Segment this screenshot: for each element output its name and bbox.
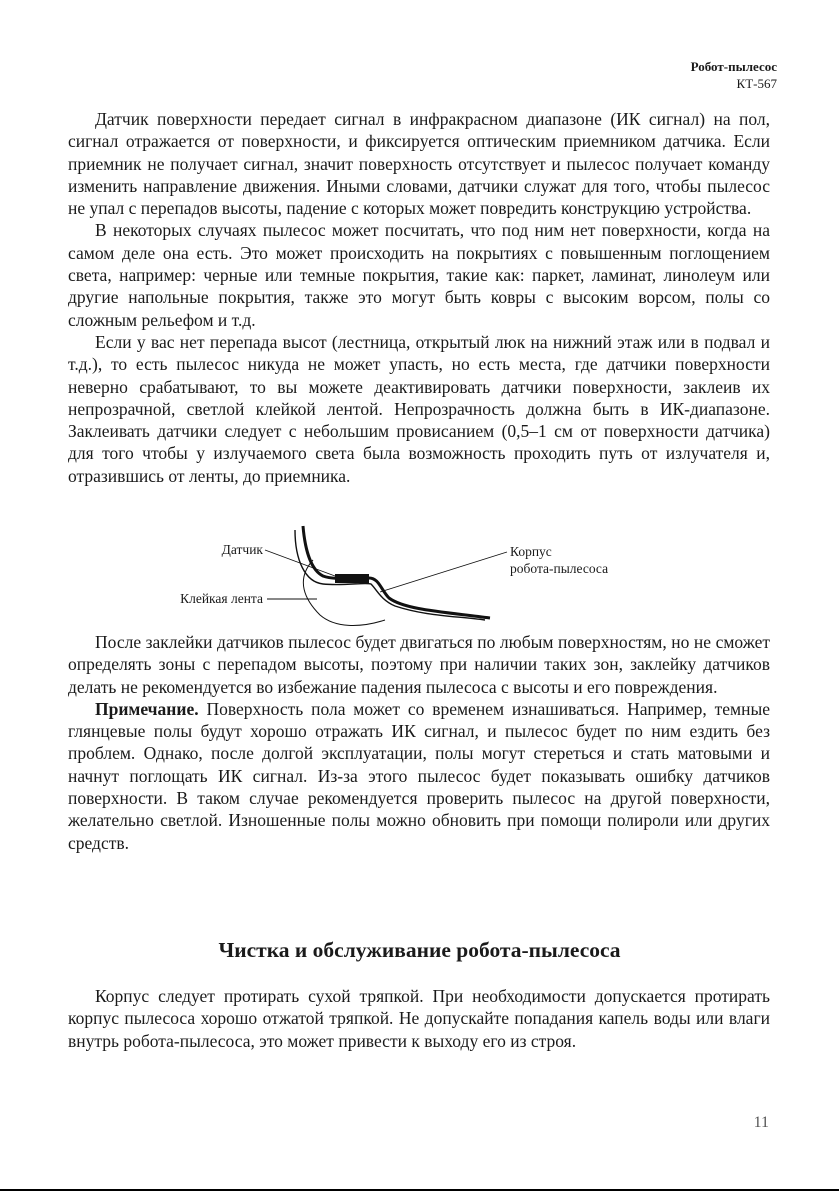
header-model: КТ-567 — [736, 76, 777, 91]
label-sensor: Датчик — [221, 542, 263, 557]
note-text: Поверхность пола может со временем изнашиваться. Например, темные глянцевые полы будут хорошо отражать ИК сигнал, и пылесос будет по ним ездить без проблем. Однако, после долгой эксплуатации, полы могут стереться и стать матовыми и начнут поглощать ИК сигнал. Из-за этого пылесос будет показывать ошибку датчиков поверхности. В таком случае рекомендуется проверить пылесос на другой поверхности, желательно светлой. Изношенные полы можно обновить при помощи полироли или других средств. — [68, 698, 770, 853]
paragraph: После заклейки датчиков пылесос будет двигаться по любым поверхностям, но не сможет определять зоны с перепадом высоты, поэтому при наличии таких зон, заклейку датчиков делать не рекомендуется во избежание падения пылесоса с высоты и его повреждения. — [68, 632, 770, 697]
sensor-block — [335, 574, 369, 583]
body-text-middle — [68, 631, 770, 854]
paragraph: Если у вас нет перепада высот (лестница, открытый люк на нижний этаж или в подвал и т.д.), то есть пылесос никуда не может упасть, но есть места, где датчики поверхности неверно срабатывают, то вы можете деактивировать датчики поверхности, заклеив их непрозрачной, светлой клейкой лентой. Непрозрачность должна быть в ИК-диапазоне. Заклеивать датчики следует с небольшим провисанием (0,5–1 см от поверхности датчика) для того чтобы у излучаемого света была возможность проходить путь от излучателя и, отразившись от ленты, до приемника. — [68, 331, 770, 486]
label-body-line2: робота-пылесоса — [510, 561, 609, 576]
running-header — [691, 58, 777, 92]
bottom-rule — [0, 1189, 839, 1191]
body-text-bottom — [68, 985, 770, 1052]
paragraph: В некоторых случаях пылесос может посчитать, что под ним нет поверхности, когда на самом деле она есть. Это может происходить на покрытиях с повышенным поглощением света, например: черные или темные покрытия, такие как: паркет, ламинат, линолеум или другие напольные покрытия, также это могут быть ковры с высоким ворсом, полы со сложным рельефом и т.д. — [68, 220, 770, 330]
label-body-line1: Корпус — [510, 544, 552, 559]
note-paragraph — [68, 698, 770, 854]
sensor-leader-line — [265, 550, 335, 576]
header-title: Робот-пылесос — [690, 59, 777, 74]
body-leader-line — [380, 552, 507, 592]
robot-body-outline — [303, 526, 490, 618]
body-text-top — [68, 108, 770, 487]
sensor-tape-diagram — [155, 520, 635, 632]
page-number: 11 — [753, 1114, 769, 1131]
note-label: Примечание. — [95, 698, 199, 719]
paragraph: Датчик поверхности передает сигнал в инфракрасном диапазоне (ИК сигнал) на пол, сигнал отражается от поверхности, и фиксируется оптическим приемником датчика. Если приемник не получает сигнал, значит поверхность отсутствует и пылесос получает команду изменить направление движения. Иными словами, датчики служат для того, чтобы пылесос не упал с перепадов высоты, падение с которых может повредить конструкцию устройства. — [68, 109, 770, 219]
label-tape: Клейкая лента — [180, 591, 263, 606]
section-heading: Чистка и обслуживание робота-пылесоса — [218, 938, 621, 962]
paragraph: Корпус следует протирать сухой тряпкой. При необходимости допускается протирать корпус пылесоса хорошо отжатой тряпкой. Не допускайте попадания капель воды или влаги внутрь робота-пылесоса, это может привести к выходу его из строя. — [68, 986, 770, 1051]
